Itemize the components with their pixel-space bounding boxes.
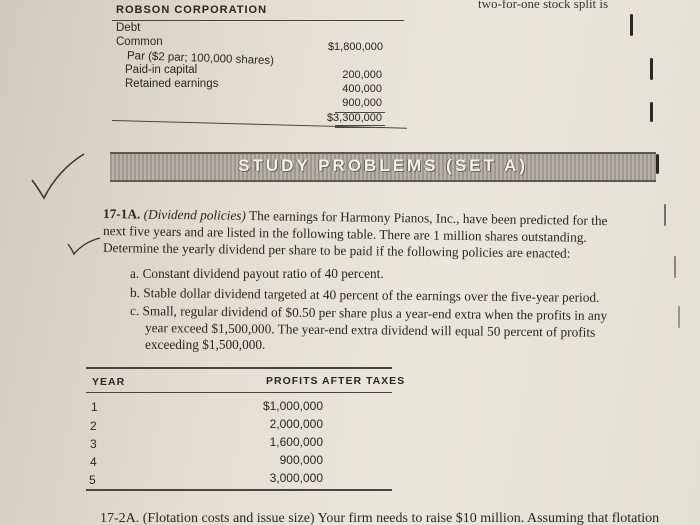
par-amount: 200,000 [342, 69, 382, 81]
problem-line: Determine the yearly dividend per share to be paid if the following policies are enacted: [102, 240, 571, 261]
table-header-year: YEAR [92, 376, 126, 388]
top-fragment-text: two-for-one stock split is [478, 0, 609, 11]
problem-line: next five years and are listed in the following table. There are 1 million shares outstanding. [102, 223, 587, 245]
margin-mark [674, 256, 676, 278]
section-banner [110, 152, 656, 182]
margin-mark [656, 154, 659, 174]
header-rule [112, 20, 404, 21]
retained-amount: 900,000 [342, 97, 382, 109]
item-c: c. Small, regular dividend of $0.50 per share plus a year-end extra when the profits in any [129, 303, 608, 323]
checkmark-icon [28, 150, 88, 210]
table-header-profits: PROFITS AFTER TAXES [266, 375, 406, 387]
debt-label: Debt [116, 22, 141, 34]
margin-mark [650, 102, 653, 122]
problem-number: 17-1A. [102, 206, 141, 222]
margin-mark [650, 58, 653, 80]
table-top-rule [86, 367, 392, 369]
problem-topic: (Dividend policies) [143, 206, 247, 223]
item-c-line: exceeding $1,500,000. [145, 337, 266, 352]
table-header-rule [86, 392, 392, 393]
company-name: ROBSON CORPORATION [116, 4, 268, 16]
problem-line: The earnings for Harmony Pianos, Inc., have been predicted for the [248, 208, 608, 229]
margin-mark [678, 306, 680, 328]
item-c-line: year exceed $1,500,000. The year-end extra dividend will equal 50 percent of profits [144, 320, 596, 340]
table-bottom-rule [86, 489, 392, 491]
item-b: b. Stable dollar dividend targeted at 40 percent of the earnings over the five-year period. [129, 285, 600, 305]
retained-label: Retained earnings [125, 78, 219, 90]
par-label: Par ($2 par; 100,000 shares) [126, 50, 275, 68]
item-a: a. Constant dividend payout ratio of 40 percent. [130, 266, 384, 281]
next-problem-text: 17-2A. (Flotation costs and issue size) Your firm needs to raise $10 million. Assuming that flotation [100, 511, 660, 525]
checkmark-small-icon [66, 236, 102, 258]
section-title: STUDY PROBLEMS (SET A) [238, 156, 528, 175]
paid-in-amount: 400,000 [342, 83, 382, 95]
common-label: Common [116, 36, 163, 48]
margin-mark [630, 14, 633, 36]
margin-mark [664, 204, 666, 226]
textbook-page: two-for-one stock split is ROBSON CORPORATION Debt Common Par ($2 par; 100,000 shares) Paid-in capital Retained earnings $1,800,000 200,000 400,000 900,000 $3,300,000 STUDY PROBLEMS (SET A) 17-1A. (Dividend policies) The earnings for Harmony Pianos, Inc., have been predicted for the next five years and are listed in the following table. There are 1 million shares outstanding. Determine the yearly dividend per share to be paid if the following policies are enacted: a. Constant dividend payout ratio of 40 percent. b. Stable dollar dividend targeted at 40 percent of the earnings over the five-year period. c. Small, regular dividend of $0.50 per share plus a year-end extra when the profits in any year exceed $1,500,000. The year-end extra dividend will equal 50 percent of profits exceeding $1,500,000. YEAR PROFITS AFTER TAXES 1 $1,000,000 2 2,000,000 3 1,600,000 4 900,000 5 3,000,000 17-2A. (Flotation costs and issue size) Your firm needs to raise $10 million. Assuming that flotation [0, 0, 700, 525]
debt-amount: $1,800,000 [327, 41, 383, 53]
total-amount: $3,300,000 [326, 112, 382, 124]
paid-in-label: Paid-in capital [125, 64, 198, 76]
